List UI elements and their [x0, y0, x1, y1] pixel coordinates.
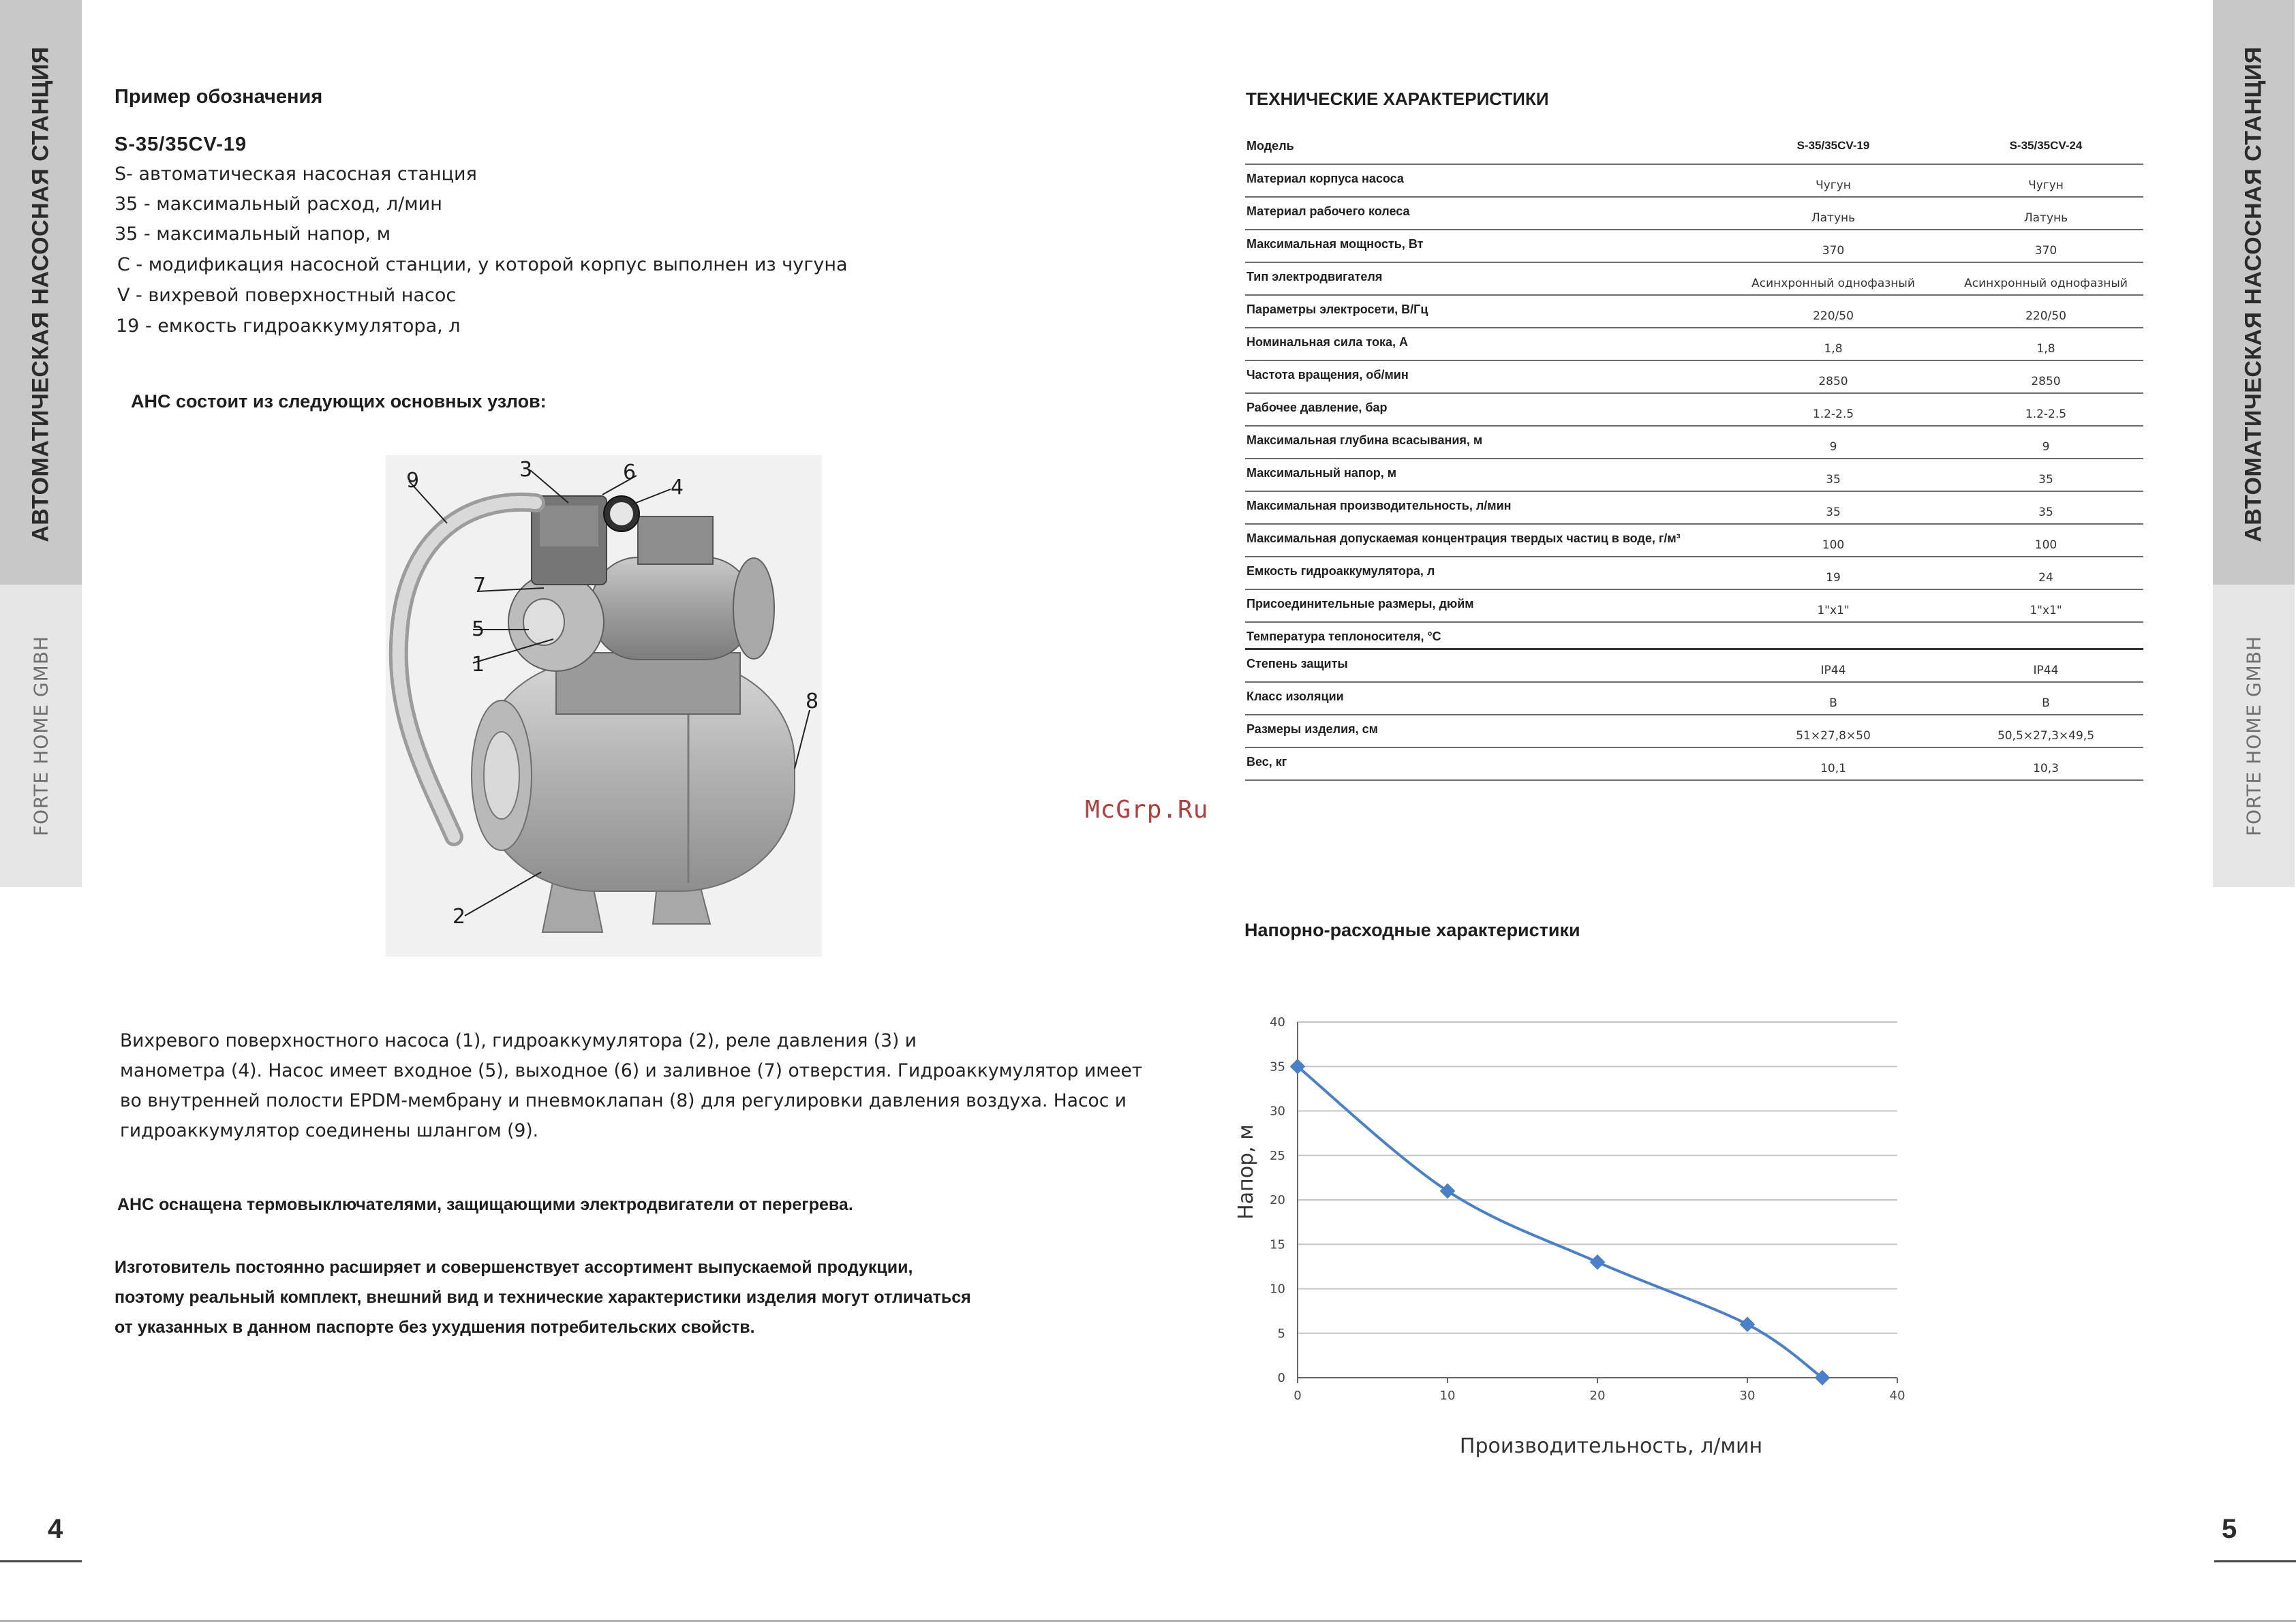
- spec-label: Емкость гидроаккумулятора, л: [1246, 564, 1435, 578]
- spec-value-24: 2850: [2031, 375, 2061, 388]
- spec-value-24: 9: [2042, 440, 2050, 454]
- designation-line-1: S- автоматическая насосная станция: [114, 164, 477, 185]
- bottom-edge-line: [0, 1620, 2296, 1622]
- spec-value-19: 220/50: [1813, 309, 1854, 323]
- pump-head: [508, 573, 604, 671]
- spec-label: Максимальная мощность, Вт: [1246, 237, 1424, 251]
- spec-value-19: 35: [1826, 506, 1841, 519]
- chart-x-axis-label: Производительность, л/мин: [1459, 1434, 1763, 1458]
- spec-value-19: Латунь: [1811, 211, 1856, 225]
- designation-code: S-35/35CV-19: [114, 134, 247, 155]
- table-row: [1245, 715, 2143, 748]
- spec-label: Материал рабочего колеса: [1246, 204, 1410, 218]
- spec-label: Температура теплоносителя, °С: [1246, 630, 1441, 643]
- chart-y-tick-label: 20: [1270, 1193, 1285, 1207]
- table-row: [1245, 296, 2143, 328]
- chart-y-tick-label: 35: [1270, 1060, 1285, 1075]
- page-rule-left: [0, 1560, 82, 1562]
- chart-data-point: [1590, 1254, 1606, 1270]
- chart-axes: [1298, 1022, 1897, 1383]
- spec-value-19: 100: [1822, 538, 1845, 552]
- chart-y-tick-label: 5: [1277, 1326, 1285, 1341]
- spec-value-19: Чугун: [1816, 179, 1851, 192]
- table-row: [1245, 328, 2143, 361]
- callout-6: 6: [623, 461, 637, 484]
- spec-label: Частота вращения, об/мин: [1246, 368, 1409, 382]
- spec-header-model-24: S-35/35CV-24: [2009, 139, 2083, 152]
- chart-y-tick-label: 25: [1270, 1148, 1285, 1163]
- chart-series-line: [1298, 1066, 1822, 1378]
- spec-value-24: 35: [2038, 506, 2053, 519]
- spec-header-row: [1245, 132, 2143, 165]
- chart-x-tick-label: 40: [1889, 1389, 1905, 1403]
- spec-label: Тип электродвигателя: [1246, 270, 1383, 283]
- disclaimer-line-2: поэтому реальный комплект, внешний вид и технические характеристики изделия могут отличаться: [114, 1288, 971, 1307]
- pressure-switch: [532, 496, 607, 585]
- watermark: McGrp.Ru: [1085, 796, 1209, 824]
- spec-label: Размеры изделия, см: [1246, 722, 1378, 736]
- designation-line-2: 35 - максимальный расход, л/мин: [114, 194, 442, 215]
- spec-label: Вес, кг: [1246, 755, 1287, 769]
- spec-label: Материал корпуса насоса: [1246, 172, 1404, 185]
- spec-value-24: 1,8: [2036, 342, 2055, 356]
- table-row: [1245, 590, 2143, 623]
- spec-label: Максимальная производительность, л/мин: [1246, 499, 1512, 512]
- page-number-left: 4: [48, 1514, 63, 1544]
- chart-heading: Напорно-расходные характеристики: [1244, 920, 1580, 940]
- spec-value-19: 370: [1822, 244, 1845, 258]
- table-row: [1245, 394, 2143, 427]
- chart-data-points: [1290, 1059, 1831, 1385]
- spec-value-19: 1.2-2.5: [1812, 407, 1854, 421]
- chart-x-tick-label: 10: [1439, 1389, 1456, 1403]
- spec-value-24: 1"х1": [2030, 604, 2062, 617]
- table-row: [1245, 198, 2143, 230]
- disclaimer-line-1: Изготовитель постоянно расширяет и совершенствует ассортимент выпускаемой продукции,: [114, 1258, 913, 1277]
- callout-2: 2: [453, 905, 466, 929]
- spec-label: Параметры электросети, В/Гц: [1246, 303, 1428, 316]
- spec-label: Рабочее давление, бар: [1246, 401, 1388, 414]
- spec-header-model-19: S-35/35CV-19: [1796, 139, 1870, 152]
- spec-value-24: 220/50: [2025, 309, 2066, 323]
- spec-value-19: 51×27,8×50: [1796, 729, 1871, 743]
- table-row: [1245, 230, 2143, 263]
- spec-value-24: 1.2-2.5: [2025, 407, 2067, 421]
- table-row: [1245, 459, 2143, 492]
- table-row: [1245, 623, 2143, 650]
- chart-y-tick-label: 0: [1277, 1371, 1285, 1385]
- spec-label: Степень защиты: [1246, 657, 1348, 670]
- description-line-4: гидроаккумулятор соединены шлангом (9).: [120, 1120, 539, 1141]
- spec-value-24: 24: [2038, 571, 2053, 585]
- spec-label: Класс изоляции: [1246, 690, 1344, 703]
- spec-label: Максимальный напор, м: [1246, 466, 1397, 480]
- manometer: [604, 496, 639, 531]
- chart-y-tick-label: 10: [1270, 1282, 1285, 1297]
- callout-7: 7: [473, 574, 487, 598]
- spec-value-24: Чугун: [2028, 179, 2064, 192]
- spec-value-24: 50,5×27,3×49,5: [1997, 729, 2095, 743]
- callout-3: 3: [519, 458, 533, 482]
- chart-x-tick-label: 30: [1739, 1389, 1756, 1403]
- chart-y-tick-label: 40: [1270, 1015, 1285, 1030]
- spec-value-24: 100: [2034, 538, 2057, 552]
- components-heading: АНС состоит из следующих основных узлов:: [131, 391, 547, 412]
- spec-value-19: IP44: [1820, 664, 1846, 677]
- description-line-1: Вихревого поверхностного насоса (1), гидроаккумулятора (2), реле давления (3) и: [120, 1030, 917, 1051]
- spec-label: Максимальная глубина всасывания, м: [1246, 433, 1483, 447]
- table-row: [1245, 748, 2143, 781]
- chart-y-tick-label: 15: [1270, 1237, 1285, 1252]
- spec-value-24: Асинхронный однофазный: [1964, 277, 2128, 290]
- spec-value-24: Латунь: [2023, 211, 2068, 225]
- table-row: [1245, 683, 2143, 715]
- designation-line-5: V - вихревой поверхностный насос: [117, 285, 457, 306]
- right-side-brand: FORTE HOME GMBH: [2242, 635, 2265, 837]
- table-row: [1245, 263, 2143, 296]
- specs-heading: ТЕХНИЧЕСКИЕ ХАРАКТЕРИСТИКИ: [1246, 89, 1549, 109]
- spec-header-label: Модель: [1246, 139, 1294, 153]
- designation-line-4: С - модификация насосной станции, у которой корпус выполнен из чугуна: [117, 254, 848, 275]
- spec-value-19: 1"х1": [1817, 604, 1850, 617]
- spec-value-19: 9: [1829, 440, 1837, 454]
- spec-value-19: 1,8: [1824, 342, 1843, 356]
- chart-x-tick-label: 20: [1589, 1389, 1606, 1403]
- designation-line-3: 35 - максимальный напор, м: [114, 223, 391, 245]
- chart-y-tick-label: 30: [1270, 1104, 1285, 1119]
- table-row: [1245, 650, 2143, 683]
- description-line-3: во внутренней полости EPDM-мембрану и пневмоклапан (8) для регулировки давления воздуха. Насос и: [120, 1090, 1127, 1111]
- disclaimer-line-3: от указанных в данном паспорте без ухудшения потребительских свойств.: [114, 1318, 755, 1337]
- spec-value-19: 2850: [1818, 375, 1848, 388]
- chart-y-axis-label: Напор, м: [1234, 1124, 1258, 1220]
- callout-8: 8: [806, 690, 819, 713]
- page-rule-right: [2214, 1560, 2296, 1562]
- spec-table: [1245, 132, 2143, 781]
- spec-value-19: 10,1: [1820, 762, 1846, 775]
- table-row: [1245, 361, 2143, 394]
- chart-data-point: [1740, 1316, 1756, 1332]
- spec-label: Номинальная сила тока, А: [1246, 335, 1409, 349]
- table-row: [1245, 525, 2143, 557]
- pump-station-illustration: [386, 455, 822, 957]
- thermal-protection-note: АНС оснащена термовыключателями, защищающими электродвигатели от перегрева.: [117, 1195, 853, 1214]
- chart-x-tick-labels: [1294, 1389, 1905, 1403]
- spec-value-24: IP44: [2033, 664, 2059, 677]
- spec-value-19: Асинхронный однофазный: [1751, 277, 1915, 290]
- right-side-band: [2213, 0, 2295, 1623]
- left-side-brand: FORTE HOME GMBH: [29, 635, 52, 837]
- spec-value-19: 19: [1826, 571, 1841, 585]
- spec-value-24: 10,3: [2033, 762, 2059, 775]
- table-row: [1245, 557, 2143, 590]
- callout-1: 1: [472, 653, 485, 677]
- spec-label: Присоединительные размеры, дюйм: [1246, 597, 1474, 610]
- left-side-title: АВТОМАТИЧЕСКАЯ НАСОСНАЯ СТАНЦИЯ: [27, 46, 54, 542]
- chart-x-tick-label: 0: [1294, 1389, 1302, 1403]
- page-number-right: 5: [2222, 1514, 2237, 1544]
- callout-9: 9: [406, 469, 420, 493]
- right-side-title: АВТОМАТИЧЕСКАЯ НАСОСНАЯ СТАНЦИЯ: [2240, 46, 2267, 542]
- spec-value-19: 35: [1826, 473, 1841, 486]
- spec-value-24: 370: [2034, 244, 2057, 258]
- left-side-band: [0, 0, 82, 1623]
- table-row: [1245, 427, 2143, 459]
- spec-label: Максимальная допускаемая концентрация твердых частиц в воде, г/м³: [1246, 531, 1681, 545]
- description-line-2: манометра (4). Насос имеет входное (5), выходное (6) и заливное (7) отверстия. Гидроаккумулятор имеет: [120, 1060, 1143, 1081]
- head-flow-chart: [1227, 1002, 1935, 1479]
- chart-data-point: [1440, 1184, 1456, 1199]
- spec-value-24: 35: [2038, 473, 2053, 486]
- designation-line-6: 19 - емкость гидроаккумулятора, л: [116, 315, 461, 337]
- spec-value-19: В: [1829, 696, 1837, 710]
- designation-heading: Пример обозначения: [114, 86, 323, 108]
- chart-y-tick-labels: [1270, 1015, 1285, 1385]
- callout-4: 4: [671, 476, 684, 499]
- callout-5: 5: [472, 617, 485, 641]
- chart-gridlines: [1298, 1022, 1897, 1333]
- table-row: [1245, 492, 2143, 525]
- table-row: [1245, 165, 2143, 198]
- spec-value-24: В: [2042, 696, 2050, 710]
